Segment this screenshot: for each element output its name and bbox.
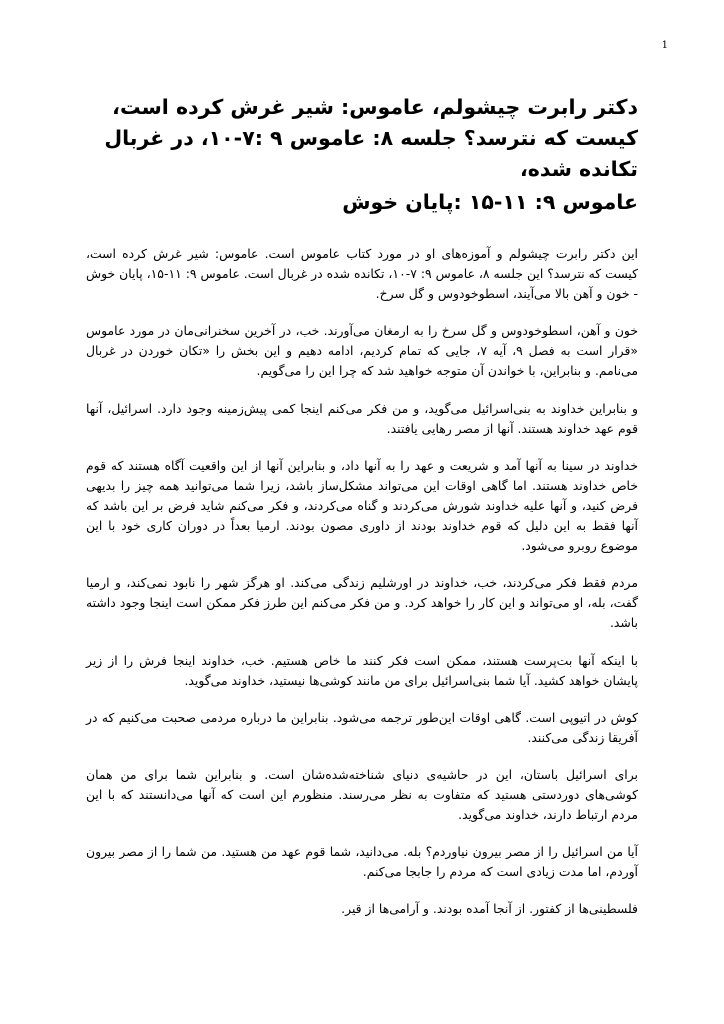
paragraph: آیا من اسرائیل را از مصر بیرون نیاوردم؟ بله. می‌دانید، شما قوم عهد من هستید. من شما را از مصر بیرون آوردم، اما مدت زیادی است که مردم را جابجا می‌کنم. [86,844,638,880]
paragraph: خون و آهن، اسطوخودوس و گل سرخ را به ارمغان می‌آورند. خب، در آخرین سخنرانی‌مان در مورد عاموس «قرار است به فصل ۹، آیه ۷، جایی که تمام کردیم، ادامه دهیم و این بخش را «تکان خوردن در غربال می‌نامم. و بنابراین، با خواندن آن متوجه خواهید شد که چرا این را می‌گویم. [86,323,638,379]
page-title-line-1: دکتر رابرت چیشولم، عاموس: شیر غرش کرده است، [112,95,638,119]
paragraph: برای اسرائیل باستان، این در حاشیه‌ی دنیای شناخته‌شده‌شان است. و بنابراین شما برای من همان کوشی‌های دوردستی هستید که متفاوت به نظر می‌رسند. منظورم این است که آنها می‌دانستند که با این مردم ارتباط دارند، خداوند می‌گوید. [86,766,638,823]
paragraph: کوش در اتیوپی است. گاهی اوقات این‌طور ترجمه می‌شود. بنابراین ما درباره مردمی صحبت می‌کنیم که در آفریقا زندگی می‌کنند. [86,709,638,745]
paragraph: مردم فقط فکر می‌کردند، خب، خداوند در اورشلیم زندگی می‌کند. او هرگز شهر را نابود نمی‌کند، و ارمیا گفت، بله، او می‌تواند و این کار را خواهد کرد. و من فکر می‌کنم این طرز فکر ممکن است اینجا وجود داشته باشد. [86,575,638,631]
body-text [86,244,638,919]
document-content [86,92,638,919]
page-number: 1 [661,40,668,51]
paragraph: این دکتر رابرت چیشولم و آموزه‌های او در مورد کتاب عاموس است. عاموس: شیر غرش کرده است، کیست که نترسد؟ این جلسه ۸، عاموس ۹: ۷-۱۰، تکانده شده در غربال است. عاموس ۹: ۱۱-۱۵، پایان خوش - خون و آهن بالا می‌آیند، اسطوخودوس و گل سرخ. [86,246,639,302]
page-title-line-2: کیست که نترسد؟ جلسه ۸: عاموس ۹ :۷-۱۰، در غربال تکانده شده، [104,125,638,181]
paragraph: خداوند در سینا به آنها آمد و شریعت و عهد را به آنها داد، و بنابراین آنها از این واقعیت آگاه هستند که قوم خاص خداوند هستند. اما گاهی اوقات این می‌تواند مشکل‌ساز باشد، زیرا شما می‌توانید همه چیز را بدیهی فرض کنید، و آنها علیه خداوند شورش می‌کردند و گناه می‌کردند، و فکر می‌کنم شاید فرض بر این باشد که آنها فقط به این دلیل که قوم خداوند بودند از داوری مصون بودند. ارمیا بعداً در دوران کاری خود با این موضوع روبرو می‌شود. [86,457,638,554]
paragraph: و بنابراین خداوند به بنی‌اسرائیل می‌گوید، و من فکر می‌کنم اینجا کمی پیش‌زمینه وجود دارد. اسرائیل، آنها قوم عهد خداوند هستند. آنها از مصر رهایی یافتند. [86,400,638,436]
paragraph: با اینکه آنها بت‌پرست هستند، ممکن است فکر کنند ما خاص هستیم. خب، خداوند اینجا فرش را از زیر پایشان خواهد کشید. آیا شما بنی‌اسرائیل برای من مانند کوشی‌ها نیستید، خداوند می‌گوید. [86,652,638,688]
page-title [86,92,638,184]
page-subtitle: عاموس ۹: ۱۱-۱۵ :پایان خوش [342,190,638,215]
paragraph: فلسطینی‌ها از کفتور. از آنجا آمده بودند. و آرامی‌ها از قیر. [341,901,638,917]
